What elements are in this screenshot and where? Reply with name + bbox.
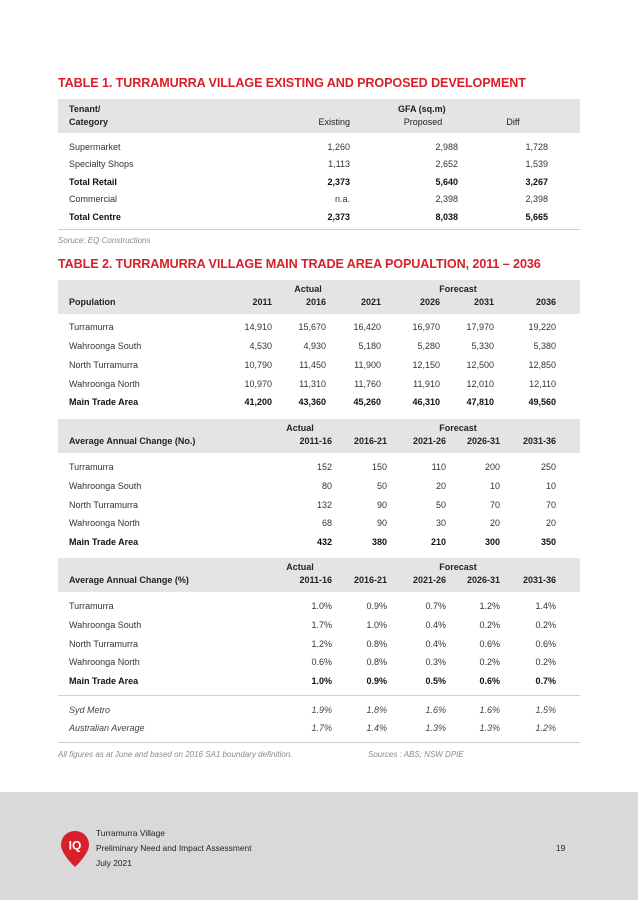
table-cell: 20 bbox=[545, 518, 556, 528]
table-cell: 90 bbox=[376, 500, 387, 510]
year-header: 2016 bbox=[305, 297, 326, 307]
table1-title: TABLE 1. TURRAMURRA VILLAGE EXISTING AND PROPOSED DEVELOPMENT bbox=[58, 76, 526, 90]
change-no-col-label: Average Annual Change (No.) bbox=[69, 436, 196, 446]
table2-title: TABLE 2. TURRAMURRA VILLAGE MAIN TRADE AREA POPUALTION, 2011 – 2036 bbox=[58, 257, 541, 271]
table-row bbox=[58, 360, 580, 374]
period-header: 2011-16 bbox=[299, 436, 332, 446]
table-cell: 380 bbox=[371, 537, 387, 547]
table-cell: 12,010 bbox=[466, 379, 494, 389]
table-cell: 350 bbox=[540, 537, 556, 547]
table-cell: 0.6% bbox=[479, 639, 500, 649]
table-cell: 2,398 bbox=[525, 194, 548, 204]
table-cell: 90 bbox=[376, 518, 387, 528]
table-cell: 20 bbox=[435, 481, 446, 491]
table-cell: 5,380 bbox=[533, 341, 556, 351]
table-cell: 45,260 bbox=[353, 397, 381, 407]
table-cell: 1,539 bbox=[525, 159, 548, 169]
table-row bbox=[58, 462, 580, 476]
table-cell: 0.4% bbox=[425, 639, 446, 649]
table-cell: 10,790 bbox=[244, 360, 272, 370]
table-cell: 200 bbox=[484, 462, 500, 472]
row-label: Total Centre bbox=[69, 212, 121, 222]
table-cell: 11,900 bbox=[354, 360, 381, 370]
table-cell: 41,200 bbox=[244, 397, 272, 407]
change-no-actual-label: Actual bbox=[286, 423, 314, 433]
row-label: Turramurra bbox=[69, 601, 114, 611]
table-cell: 2,398 bbox=[435, 194, 458, 204]
table-cell: 0.2% bbox=[535, 657, 556, 667]
period-header: 2021-26 bbox=[412, 436, 446, 446]
benchmark-divider bbox=[58, 695, 580, 696]
change-pct-actual-label: Actual bbox=[286, 562, 314, 572]
table1-header bbox=[58, 99, 580, 133]
table-row bbox=[58, 177, 580, 191]
table-row bbox=[58, 379, 580, 393]
table-cell: 16,970 bbox=[412, 322, 440, 332]
row-label: Main Trade Area bbox=[69, 397, 139, 407]
table-cell: 8,038 bbox=[435, 212, 458, 222]
table-cell: 0.6% bbox=[535, 639, 556, 649]
table-cell: 70 bbox=[489, 500, 500, 510]
table-cell: 16,420 bbox=[353, 322, 381, 332]
table-cell: 2,988 bbox=[435, 142, 458, 152]
table-cell: 0.6% bbox=[479, 676, 500, 686]
change-no-forecast-label: Forecast bbox=[439, 423, 477, 433]
table1-bottom-rule bbox=[58, 229, 580, 230]
table-cell: 1.6% bbox=[425, 705, 446, 715]
table-cell: 110 bbox=[431, 462, 446, 472]
row-label: North Turramurra bbox=[69, 639, 139, 649]
table-row bbox=[58, 212, 580, 226]
table-cell: 12,500 bbox=[466, 360, 494, 370]
table-cell: 70 bbox=[545, 500, 556, 510]
table-cell: 50 bbox=[376, 481, 387, 491]
table-cell: 1.3% bbox=[479, 723, 500, 733]
table-cell: 20 bbox=[489, 518, 500, 528]
row-label: Main Trade Area bbox=[69, 537, 139, 547]
change-pct-forecast-label: Forecast bbox=[439, 562, 477, 572]
gfa-header: GFA (sq.m) bbox=[398, 104, 446, 114]
proposed-header: Proposed bbox=[403, 117, 443, 127]
table-cell: 2,652 bbox=[435, 159, 458, 169]
table-cell: n.a. bbox=[334, 194, 350, 204]
table-cell: 0.6% bbox=[311, 657, 332, 667]
table-cell: 1.3% bbox=[425, 723, 446, 733]
table-cell: 1.6% bbox=[479, 705, 500, 715]
table-row bbox=[58, 142, 580, 156]
table-cell: 47,810 bbox=[466, 397, 494, 407]
year-header: 2036 bbox=[535, 297, 556, 307]
table-cell: 1.4% bbox=[535, 601, 556, 611]
diff-header: Diff bbox=[506, 117, 520, 127]
table-cell: 0.9% bbox=[366, 676, 387, 686]
table-cell: 10 bbox=[545, 481, 556, 491]
table-cell: 1.2% bbox=[479, 601, 500, 611]
table-cell: 1.7% bbox=[311, 723, 332, 733]
row-label: Wahroonga South bbox=[69, 481, 142, 491]
table-cell: 1.7% bbox=[311, 620, 332, 630]
period-header: 2016-21 bbox=[353, 575, 387, 585]
table-cell: 10,970 bbox=[244, 379, 272, 389]
table-row bbox=[58, 537, 580, 551]
table-cell: 12,150 bbox=[412, 360, 440, 370]
year-header: 2021 bbox=[360, 297, 381, 307]
table-cell: 1.9% bbox=[311, 705, 332, 715]
table2-bottom-rule bbox=[58, 742, 580, 743]
change-pct-header bbox=[58, 558, 580, 592]
footer-project: Turramurra Village bbox=[96, 828, 165, 838]
table-cell: 46,310 bbox=[412, 397, 440, 407]
period-header: 2016-21 bbox=[353, 436, 387, 446]
row-label: Main Trade Area bbox=[69, 676, 139, 686]
table-cell: 0.2% bbox=[479, 657, 500, 667]
population-actual-label: Actual bbox=[294, 284, 322, 294]
table-row bbox=[58, 481, 580, 495]
table-cell: 11,760 bbox=[354, 379, 381, 389]
table-row bbox=[58, 639, 580, 653]
table-cell: 50 bbox=[435, 500, 446, 510]
table-cell: 5,330 bbox=[471, 341, 494, 351]
year-header: 2026 bbox=[419, 297, 440, 307]
table-cell: 1.0% bbox=[366, 620, 387, 630]
table-cell: 5,280 bbox=[417, 341, 440, 351]
table-cell: 4,930 bbox=[303, 341, 326, 351]
table-cell: 1,260 bbox=[327, 142, 350, 152]
table-cell: 1.5% bbox=[535, 705, 556, 715]
period-header: 2011-16 bbox=[299, 575, 332, 585]
table-cell: 0.4% bbox=[425, 620, 446, 630]
table-row bbox=[58, 322, 580, 336]
period-header: 2031-36 bbox=[522, 436, 556, 446]
year-header: 2011 bbox=[252, 297, 272, 307]
page-number: 19 bbox=[556, 843, 566, 853]
table-cell: 0.5% bbox=[425, 676, 446, 686]
table-cell: 10 bbox=[489, 481, 500, 491]
table-cell: 4,530 bbox=[249, 341, 272, 351]
table-cell: 432 bbox=[316, 537, 332, 547]
row-label: Turramurra bbox=[69, 462, 114, 472]
table-cell: 1.8% bbox=[366, 705, 387, 715]
year-header: 2031 bbox=[473, 297, 494, 307]
table-row bbox=[58, 341, 580, 355]
table-row bbox=[58, 676, 580, 690]
row-label: North Turramurra bbox=[69, 500, 139, 510]
table-cell: 1,728 bbox=[525, 142, 548, 152]
table-cell: 210 bbox=[430, 537, 446, 547]
table-cell: 1.2% bbox=[311, 639, 332, 649]
period-header: 2021-26 bbox=[412, 575, 446, 585]
population-header bbox=[58, 280, 580, 314]
row-label: Turramurra bbox=[69, 322, 114, 332]
table-cell: 12,850 bbox=[528, 360, 556, 370]
table-cell: 1.0% bbox=[311, 601, 332, 611]
table-cell: 1,113 bbox=[328, 159, 350, 169]
table-cell: 2,373 bbox=[327, 177, 350, 187]
table-cell: 12,110 bbox=[529, 379, 556, 389]
period-header: 2031-36 bbox=[522, 575, 556, 585]
table-cell: 0.2% bbox=[479, 620, 500, 630]
table-row bbox=[58, 194, 580, 208]
table-cell: 80 bbox=[321, 481, 332, 491]
table-row bbox=[58, 705, 580, 719]
table-cell: 1.4% bbox=[366, 723, 387, 733]
change-no-header bbox=[58, 419, 580, 453]
iq-logo-icon bbox=[60, 830, 90, 868]
row-label: Wahroonga North bbox=[69, 518, 140, 528]
table-cell: 5,180 bbox=[358, 341, 381, 351]
table-cell: 11,450 bbox=[299, 360, 326, 370]
table-cell: 19,220 bbox=[528, 322, 556, 332]
table-row bbox=[58, 601, 580, 615]
population-forecast-label: Forecast bbox=[439, 284, 477, 294]
row-label: Australian Average bbox=[69, 723, 145, 733]
row-label: Commercial bbox=[69, 194, 118, 204]
existing-header: Existing bbox=[318, 117, 350, 127]
table-cell: 152 bbox=[316, 462, 332, 472]
table-cell: 1.0% bbox=[311, 676, 332, 686]
footer-date: July 2021 bbox=[96, 858, 132, 868]
table-row bbox=[58, 518, 580, 532]
row-label: Specialty Shops bbox=[69, 159, 134, 169]
table-cell: 5,640 bbox=[435, 177, 458, 187]
period-header: 2026-31 bbox=[466, 436, 500, 446]
population-col-label: Population bbox=[69, 297, 116, 307]
table-cell: 0.3% bbox=[425, 657, 446, 667]
table-cell: 250 bbox=[540, 462, 556, 472]
table-cell: 49,560 bbox=[528, 397, 556, 407]
table2-footnote: All figures as at June and based on 2016 SA1 boundary definition. bbox=[58, 750, 293, 759]
table-cell: 0.9% bbox=[366, 601, 387, 611]
table-cell: 0.7% bbox=[425, 601, 446, 611]
table-cell: 132 bbox=[316, 500, 332, 510]
table-cell: 300 bbox=[484, 537, 500, 547]
table-cell: 68 bbox=[321, 518, 332, 528]
row-label: Wahroonga South bbox=[69, 620, 142, 630]
table-row bbox=[58, 620, 580, 634]
category-header: Category bbox=[69, 117, 109, 127]
table-row bbox=[58, 657, 580, 671]
table-cell: 0.8% bbox=[366, 639, 387, 649]
logo-text: IQ bbox=[68, 838, 82, 853]
row-label: Wahroonga South bbox=[69, 341, 142, 351]
table-cell: 5,665 bbox=[525, 212, 548, 222]
change-pct-col-label: Average Annual Change (%) bbox=[69, 575, 189, 585]
tenant-header: Tenant/ bbox=[69, 104, 101, 114]
row-label: Syd Metro bbox=[69, 705, 111, 715]
table-cell: 11,310 bbox=[299, 379, 326, 389]
table-cell: 43,360 bbox=[298, 397, 326, 407]
row-label: Wahroonga North bbox=[69, 379, 140, 389]
table1-source: Soruce: EQ Constructions bbox=[58, 236, 151, 245]
table-cell: 0.7% bbox=[535, 676, 556, 686]
table-cell: 14,910 bbox=[244, 322, 272, 332]
table-cell: 30 bbox=[435, 518, 446, 528]
footer-report-title: Preliminary Need and Impact Assessment bbox=[96, 843, 252, 853]
table-cell: 3,267 bbox=[525, 177, 548, 187]
table-cell: 17,970 bbox=[466, 322, 494, 332]
table-row bbox=[58, 397, 580, 411]
table-cell: 0.2% bbox=[535, 620, 556, 630]
table-row bbox=[58, 500, 580, 514]
table-cell: 2,373 bbox=[327, 212, 350, 222]
table-row bbox=[58, 159, 580, 173]
row-label: Total Retail bbox=[69, 177, 117, 187]
row-label: North Turramurra bbox=[69, 360, 139, 370]
row-label: Wahroonga North bbox=[69, 657, 140, 667]
table-cell: 0.8% bbox=[366, 657, 387, 667]
period-header: 2026-31 bbox=[466, 575, 500, 585]
table-cell: 15,670 bbox=[298, 322, 326, 332]
table2-sources: Sources : ABS; NSW DPIE bbox=[368, 750, 464, 759]
row-label: Supermarket bbox=[69, 142, 121, 152]
table-cell: 150 bbox=[371, 462, 387, 472]
table-row bbox=[58, 723, 580, 737]
table-cell: 1.2% bbox=[535, 723, 556, 733]
table-cell: 11,910 bbox=[413, 379, 440, 389]
